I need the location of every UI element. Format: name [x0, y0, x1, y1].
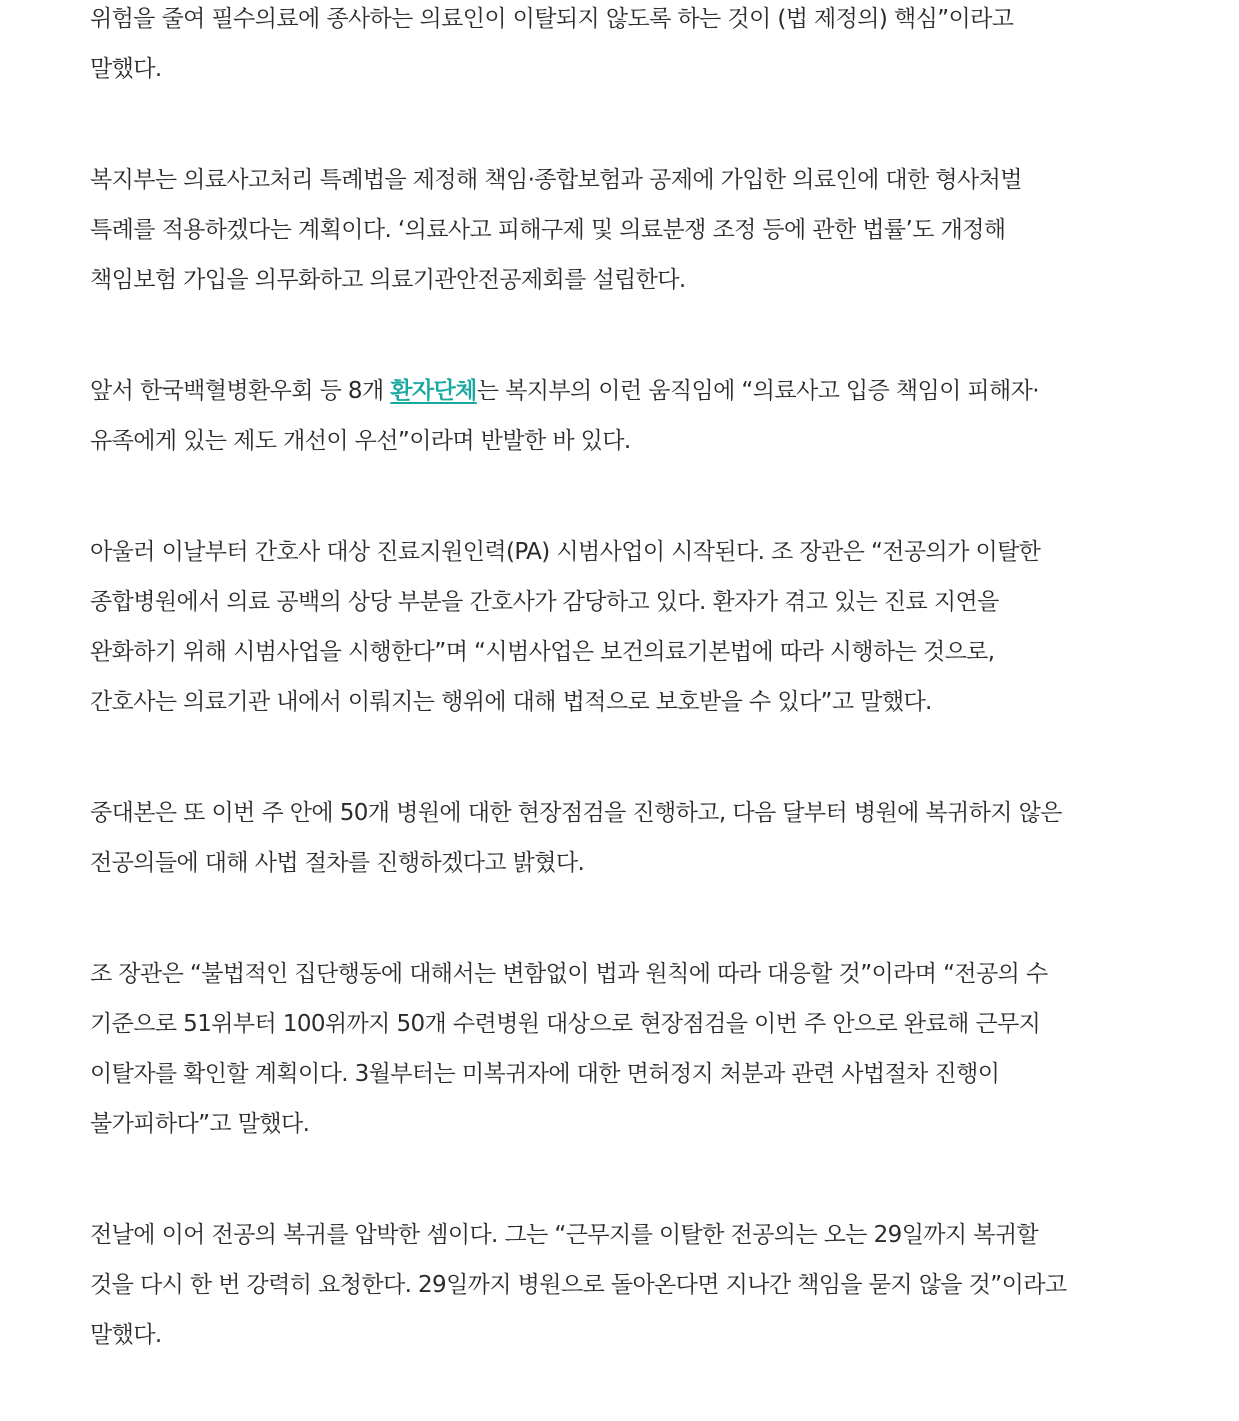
- patient-groups-link[interactable]: 환자단체: [390, 378, 477, 404]
- paragraph-text: 앞서 한국백혈병환우회 등 8개: [90, 378, 391, 404]
- paragraph-line: [90, 366, 1160, 416]
- article-paragraph: [90, 1210, 1160, 1360]
- paragraph-line: 종합병원에서 의료 공백의 상당 부분을 간호사가 감당하고 있다. 환자가 겪고 있는 진료 지연을: [90, 589, 999, 615]
- paragraph-line: 중대본은 또 이번 주 안에 50개 병원에 대한 현장점검을 진행하고, 다음 달부터 병원에 복귀하지 않은: [90, 800, 1062, 826]
- paragraph-line: 말했다.: [90, 1322, 162, 1348]
- paragraph-text: 는 복지부의 이런 움직임에 “의료사고 입증 책임이 피해자·: [476, 378, 1039, 404]
- article-body: [90, 0, 1160, 1421]
- article-paragraph: [90, 0, 1160, 94]
- paragraph-line: 책임보험 가입을 의무화하고 의료기관안전공제회를 설립한다.: [90, 267, 686, 293]
- article-paragraph: [90, 366, 1160, 466]
- paragraph-line: 기준으로 51위부터 100위까지 50개 수련병원 대상으로 현장점검을 이번 주 안으로 완료해 근무지: [90, 1011, 1041, 1037]
- paragraph-line: 전날에 이어 전공의 복귀를 압박한 셈이다. 그는 “근무지를 이탈한 전공의는 오는 29일까지 복귀할: [90, 1222, 1039, 1248]
- paragraph-line: 아울러 이날부터 간호사 대상 진료지원인력(PA) 시범사업이 시작된다. 조 장관은 “전공의가 이탈한: [90, 539, 1041, 565]
- paragraph-line: 조 장관은 “불법적인 집단행동에 대해서는 변함없이 법과 원칙에 따라 대응할 것”이라며 “전공의 수: [90, 961, 1048, 987]
- paragraph-line: 간호사는 의료기관 내에서 이뤄지는 행위에 대해 법적으로 보호받을 수 있다”고 말했다.: [90, 689, 932, 715]
- paragraph-line: 이탈자를 확인할 계획이다. 3월부터는 미복귀자에 대한 면허정지 처분과 관련 사법절차 진행이: [90, 1061, 1000, 1087]
- paragraph-line: 전공의들에 대해 사법 절차를 진행하겠다고 밝혔다.: [90, 850, 585, 876]
- paragraph-line: 복지부는 의료사고처리 특례법을 제정해 책임·종합보험과 공제에 가입한 의료인에 대한 형사처벌: [90, 167, 1022, 193]
- article-paragraph: [90, 155, 1160, 305]
- article-paragraph: [90, 527, 1160, 727]
- paragraph-line: 것을 다시 한 번 강력히 요청한다. 29일까지 병원으로 돌아온다면 지나간 책임을 묻지 않을 것”이라고: [90, 1272, 1067, 1298]
- article-paragraph: [90, 949, 1160, 1149]
- paragraph-line: 특례를 적용하겠다는 계획이다. ‘의료사고 피해구제 및 의료분쟁 조정 등에 관한 법률’도 개정해: [90, 217, 1006, 243]
- paragraph-line: 유족에게 있는 제도 개선이 우선”이라며 반발한 바 있다.: [90, 428, 631, 454]
- paragraph-line: 불가피하다”고 말했다.: [90, 1111, 310, 1137]
- paragraph-line: 완화하기 위해 시범사업을 시행한다”며 “시범사업은 보건의료기본법에 따라 시행하는 것으로,: [90, 639, 995, 665]
- article-paragraph: [90, 788, 1160, 888]
- paragraph-line: 말했다.: [90, 56, 162, 82]
- paragraph-line: 위험을 줄여 필수의료에 종사하는 의료인이 이탈되지 않도록 하는 것이 (법 제정의) 핵심”이라고: [90, 6, 1014, 32]
